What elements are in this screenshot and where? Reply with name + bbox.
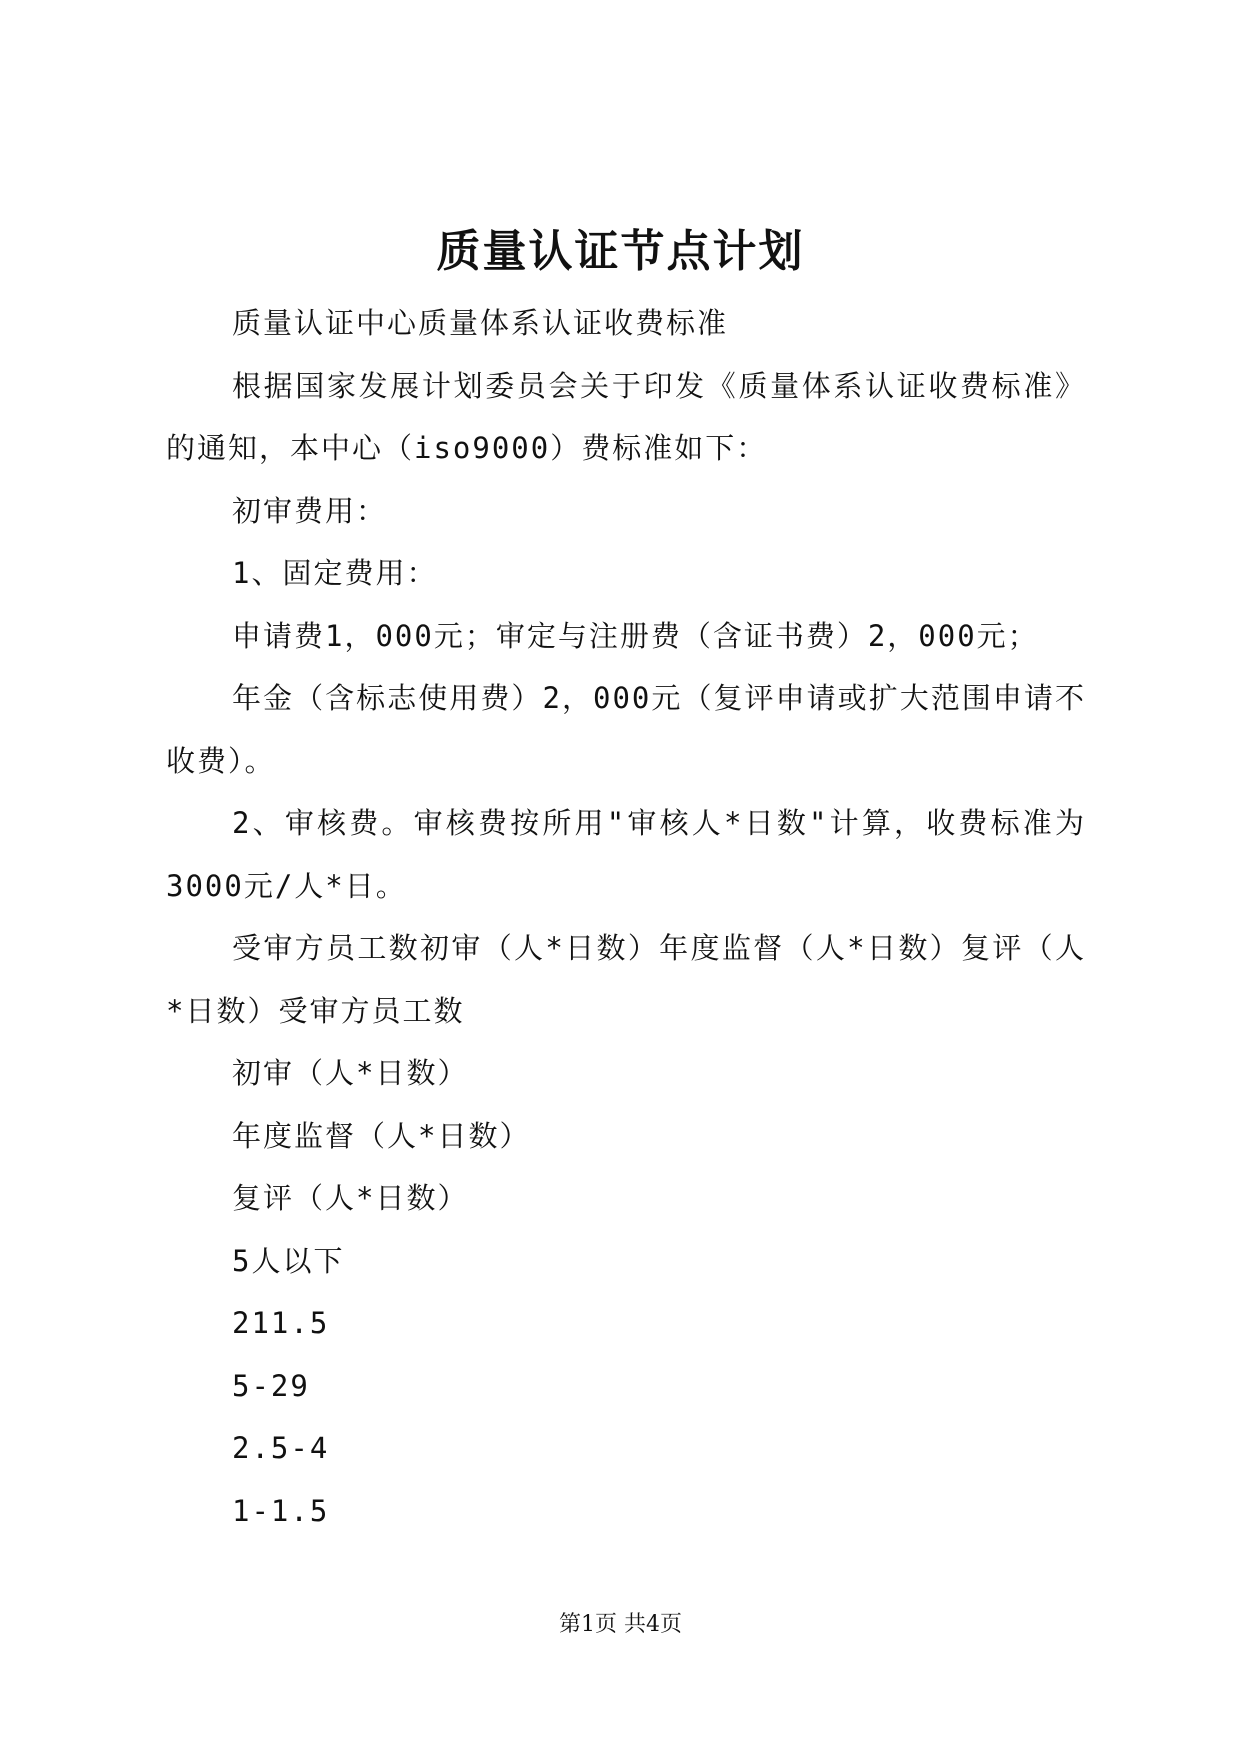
paragraph: 1、固定费用： <box>232 556 438 590</box>
paragraph: 211.5 <box>232 1306 330 1340</box>
paragraph: 申请费1，000元；审定与注册费（含证书费）2，000元； <box>232 618 1039 653</box>
paragraph: 初审费用： <box>232 493 388 528</box>
paragraph: 5-29 <box>232 1368 310 1403</box>
document-title: 质量认证节点计划 <box>436 226 805 277</box>
paragraph: 复评（人*日数） <box>232 1181 469 1215</box>
paragraph: 根据国家发展计划委员会关于印发《质量体系认证收费标准》的通知，本中心（iso9000）费标准如下： <box>166 368 1086 465</box>
paragraph: 质量认证中心质量体系认证收费标准 <box>232 306 729 340</box>
paragraph: 2.5-4 <box>232 1431 330 1465</box>
paragraph: 年度监督（人*日数） <box>232 1118 531 1153</box>
paragraph: 初审（人*日数） <box>232 1056 469 1090</box>
paragraph: 2、审核费。审核费按所用"审核人*日数"计算，收费标准为3000元/人*日。 <box>166 806 1086 903</box>
page-footer: 第1页 共4页 <box>559 1612 682 1637</box>
paragraph: 5人以下 <box>232 1243 345 1278</box>
paragraph: 年金（含标志使用费）2，000元（复评申请或扩大范围申请不收费）。 <box>166 681 1086 778</box>
paragraph: 受审方员工数初审（人*日数）年度监督（人*日数）复评（人*日数）受审方员工数 <box>166 931 1086 1028</box>
document-body <box>166 292 1086 1542</box>
paragraph: 1-1.5 <box>232 1493 330 1528</box>
